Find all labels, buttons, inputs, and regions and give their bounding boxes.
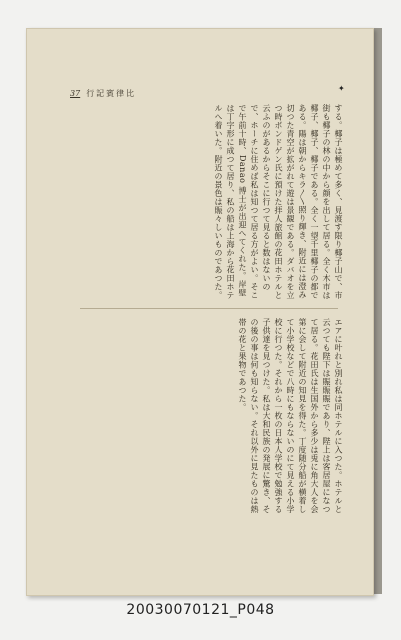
image-caption: 20030070121_P048 xyxy=(126,602,275,618)
running-title: 行記賓律比 xyxy=(86,88,137,98)
lower-text-block: エアに叶れと別れ私は同ホテルに入つた。ホテルと云つても陛下は賑賑賑であり、陛上は客居屋になつて居る。花田氏は生国外から多少は兎に角大人を会第に会して附近の知見を得た。丁度随分船が横着して小学校などで八時にもならないのにて見える小学校に行つた。それから一枚の日本人学校で勉強する子供達を見つけた。私は大和民族の発展に驚き、その後の事は何も知らない。それ以外に見たものは熱帯の花と果物であつた。 xyxy=(238,318,343,514)
page-number: 37 xyxy=(70,88,81,98)
section-divider xyxy=(80,308,338,309)
upper-text-block: する。椰子は極めて多く、見渡す限り椰子山で、市街も椰子の林の中から顔を出して居る。全く木市は椰子、椰子、椰子である。全く一望千里椰子の都である。陽は朝からキラ〳〵照り輝き、附近には澄み切つた青空が拡がれて遊は景観である。ダバオを立つ時ボンドゲン氏に預けた拝人旅館の花田ホテルと云ふのがあるからそこに行つて見ると数はないので、ホーチに住めば私は知つて居る方がよい。そこで午前十時、Danao 博士が出迎へてくれた。岸壁は丁字形に成つて居り、私の船は上海から花田ホテルへ着いた。附近の景色は賑々しいものであつた。 xyxy=(214,104,343,300)
page-marker-icon: ✦ xyxy=(338,84,345,93)
running-header xyxy=(70,86,190,100)
